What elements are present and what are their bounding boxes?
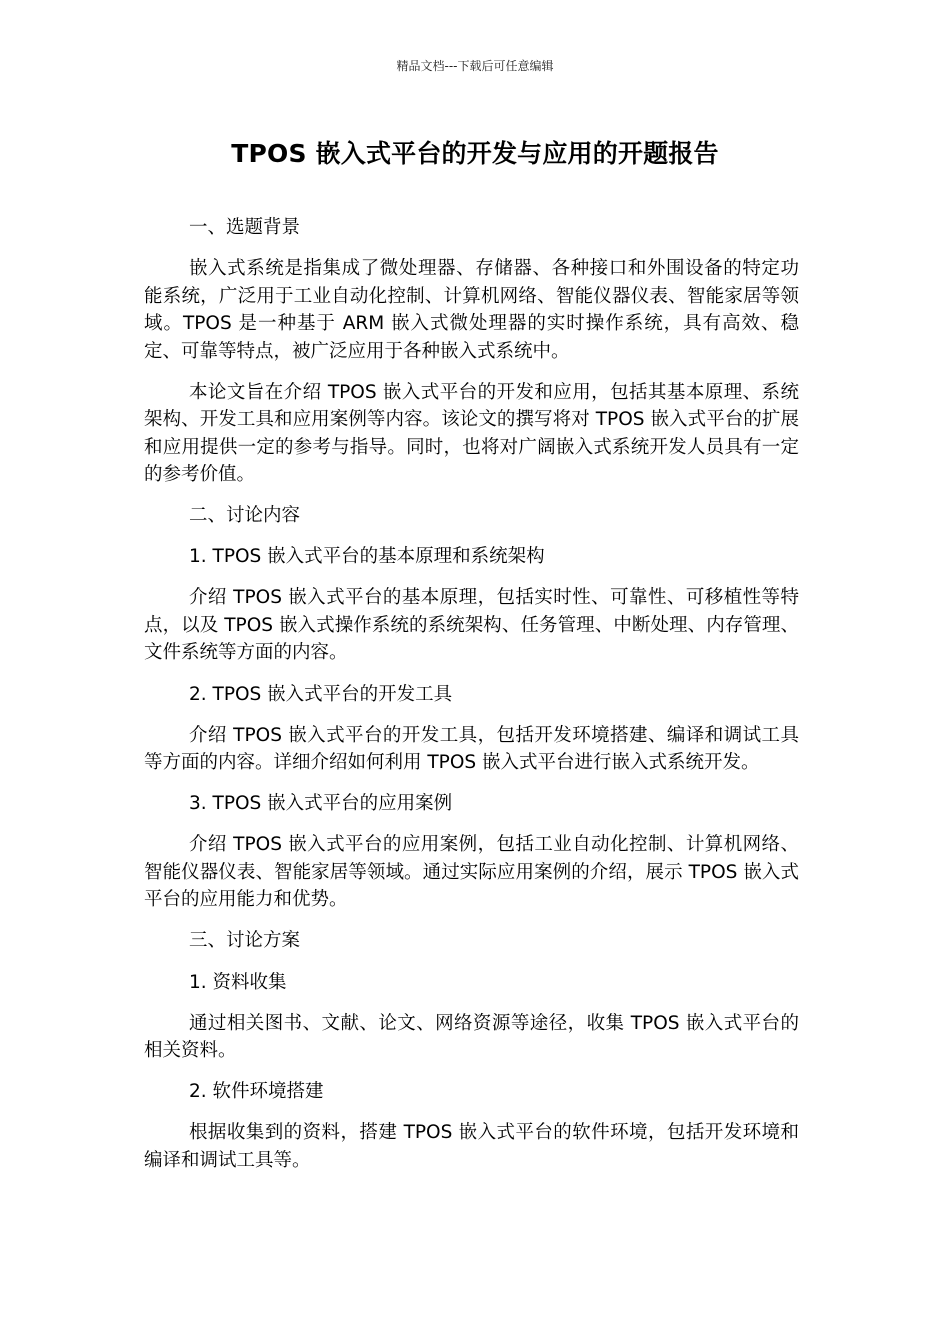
body-paragraph: 介绍 TPOS 嵌入式平台的应用案例，包括工业自动化控制、计算机网络、智能仪器仪表、智能家居等领域。通过实际应用案例的介绍，展示 TPOS 嵌入式平台的应用能力和优势。	[144, 834, 799, 911]
page-header: 精品文档---下载后可任意编辑	[396, 59, 554, 73]
subsection-heading: 2. 软件环境搭建	[189, 1081, 324, 1103]
subsection-heading: 3. TPOS 嵌入式平台的应用案例	[189, 793, 453, 815]
document-title: TPOS 嵌入式平台的开发与应用的开题报告	[231, 139, 719, 168]
subsection-heading: 2. TPOS 嵌入式平台的开发工具	[189, 683, 453, 705]
body-paragraph: 通过相关图书、文献、论文、网络资源等途径，收集 TPOS 嵌入式平台的相关资料。	[144, 1012, 799, 1062]
body-paragraph: 根据收集到的资料，搭建 TPOS 嵌入式平台的软件环境，包括开发环境和编译和调试工具等。	[144, 1122, 799, 1171]
body-paragraph: 介绍 TPOS 嵌入式平台的基本原理，包括实时性、可靠性、可移植性等特点，以及 TPOS 嵌入式操作系统的系统架构、任务管理、中断处理、内存管理、文件系统等方面的内容。	[144, 587, 799, 664]
section-heading: 一、选题背景	[189, 217, 301, 238]
body-paragraph: 嵌入式系统是指集成了微处理器、存储器、各种接口和外围设备的特定功能系统，广泛用于工业自动化控制、计算机网络、智能仪器仪表、智能家居等领域。TPOS 是一种基于 ARM 嵌入式微处理器的实时操作系统，具有高效、稳定、可靠等特点，被广泛应用于各种嵌入式系统中。	[144, 258, 799, 362]
subsection-heading: 1. 资料收集	[189, 971, 287, 993]
document-body	[144, 214, 799, 1188]
section-heading: 二、讨论内容	[189, 505, 301, 527]
body-paragraph: 介绍 TPOS 嵌入式平台的开发工具，包括开发环境搭建、编译和调试工具等方面的内容。详细介绍如何利用 TPOS 嵌入式平台进行嵌入式系统开发。	[144, 724, 799, 774]
body-paragraph: 本论文旨在介绍 TPOS 嵌入式平台的开发和应用，包括其基本原理、系统架构、开发工具和应用案例等内容。该论文的撰写将对 TPOS 嵌入式平台的扩展和应用提供一定的参考与指导。同时，也将对广阔嵌入式系统开发人员具有一定的参考价值。	[144, 381, 799, 486]
subsection-heading: 1. TPOS 嵌入式平台的基本原理和系统架构	[189, 546, 545, 568]
section-heading: 三、讨论方案	[189, 930, 301, 952]
